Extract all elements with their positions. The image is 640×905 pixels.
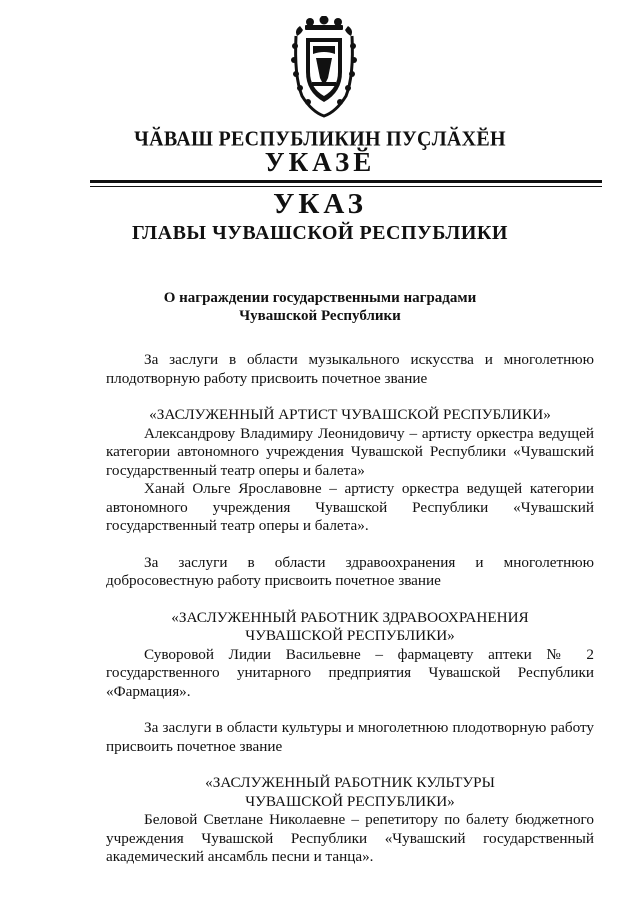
decree-title-line-1: О награждении государственными наградами [163, 290, 477, 306]
russian-glavy-title: ГЛАВЫ ЧУВАШСКОЙ РЕСПУБЛИКИ [132, 222, 508, 244]
decree-title [150, 289, 490, 325]
section-2-intro: За заслуги в области здравоохранения и многолетнюю добросовестную работу присвоить почетное звание [106, 553, 594, 589]
chuvash-ukaze-title: УКАЗӖ [264, 147, 376, 177]
section-2-recipient-1: Суворовой Лидии Васильевне – фармацевту аптеки № 2 государственного унитарного предприятия Чувашской Республики «Фармация». [106, 645, 594, 700]
section-1-recipient-2: Ханай Ольге Ярославовне – артисту оркестра ведущей категории автономного учреждения Чувашской Республики «Чувашский государственный театр оперы и балета». [106, 480, 594, 534]
decree-title-line-2: Чувашской Республики [239, 308, 401, 324]
chuvash-header-line: ЧӐВАШ РЕСПУБЛИКИН ПУҪЛӐХӖН [134, 127, 506, 151]
section-2-award-title-line-1: «ЗАСЛУЖЕННЫЙ РАБОТНИК ЗДРАВООХРАНЕНИЯ [171, 608, 529, 626]
section-1-intro: За заслуги в области музыкального искусства и многолетнюю плодотворную работу присвоить почетное звание [106, 351, 594, 387]
section-2-award-title-line-2: ЧУВАШСКОЙ РЕСПУБЛИКИ» [245, 627, 455, 644]
section-1-recipient-1: Александрову Владимиру Леонидовичу – артисту оркестра ведущей категории автономного учреждения Чувашской Республики «Чувашский государственный театр оперы и балета» [106, 424, 594, 479]
section-3-intro: За заслуги в области культуры и многолетнюю плодотворную работу присвоить почетное звание [106, 719, 594, 755]
header-divider-thin [90, 186, 602, 187]
russian-ukaz-title: УКАЗ [273, 188, 367, 220]
coat-of-arms-icon [288, 16, 360, 120]
section-1-award-title: «ЗАСЛУЖЕННЫЙ АРТИСТ ЧУВАШСКОЙ РЕСПУБЛИКИ» [149, 406, 551, 423]
section-3-award-title-line-1: «ЗАСЛУЖЕННЫЙ РАБОТНИК КУЛЬТУРЫ [205, 774, 495, 791]
section-3-recipient-1: Беловой Светлане Николаевне – репетитору по балету бюджетного учреждения Чувашской Республики «Чувашский государственный академический ансамбль песни и танца». [106, 811, 594, 865]
header-divider-thick [90, 180, 602, 183]
decree-body [106, 351, 594, 867]
section-3-award-title-line-2: ЧУВАШСКОЙ РЕСПУБЛИКИ» [245, 792, 455, 810]
